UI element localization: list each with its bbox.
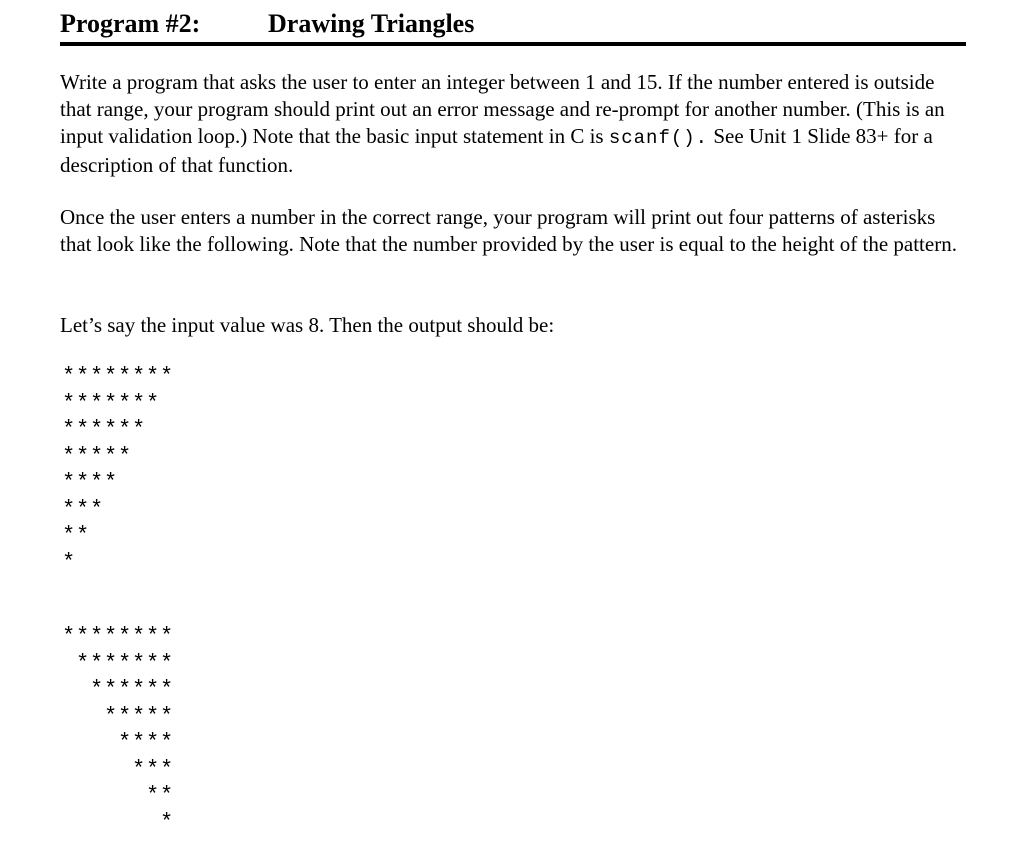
pattern-row: ******* — [62, 650, 175, 676]
pattern-row: ** — [62, 523, 91, 548]
pattern-row: ******** — [62, 364, 175, 389]
pattern-description-paragraph: Once the user enters a number in the correct range, your program will print out four patterns of asterisks that look like the following. Note that the number provided by the user is equal to the height of the pattern. — [60, 205, 957, 256]
instructions-text: Write a program that asks the user to enter an integer between 1 and 15. If the number entered is outside that range, your program should print out an error message and re-prompt for another number. (This is an input validation loop.) Note that the basic input statement in C is — [60, 70, 945, 148]
pattern-row: * — [62, 809, 175, 835]
pattern-row: ***** — [62, 443, 133, 469]
pattern-row: ****** — [62, 417, 147, 442]
pattern-row: **** — [62, 470, 119, 495]
pattern-row: *** — [62, 496, 105, 522]
pattern-row: *** — [62, 756, 175, 782]
pattern-row: * — [62, 549, 77, 575]
pattern-row: **** — [62, 730, 175, 755]
pattern-row: ******** — [62, 624, 175, 649]
example-intro-paragraph: Let’s say the input value was 8. Then the output should be: — [60, 313, 555, 337]
program-title: Drawing Triangles — [268, 9, 475, 38]
pattern-right-triangle — [62, 624, 174, 836]
pattern-row: ****** — [62, 677, 175, 702]
pattern-left-triangle — [62, 364, 174, 576]
pattern-row: ** — [62, 783, 175, 808]
pattern-row: ******* — [62, 390, 161, 416]
page-header — [60, 6, 966, 46]
instructions-text-after: See Unit 1 Slide 83+ for a description of that function. — [60, 124, 933, 177]
scanf-code: scanf(). — [608, 127, 709, 149]
program-number: Program #2: — [60, 9, 201, 38]
pattern-row: ***** — [62, 703, 175, 729]
instructions-paragraph — [60, 69, 966, 179]
